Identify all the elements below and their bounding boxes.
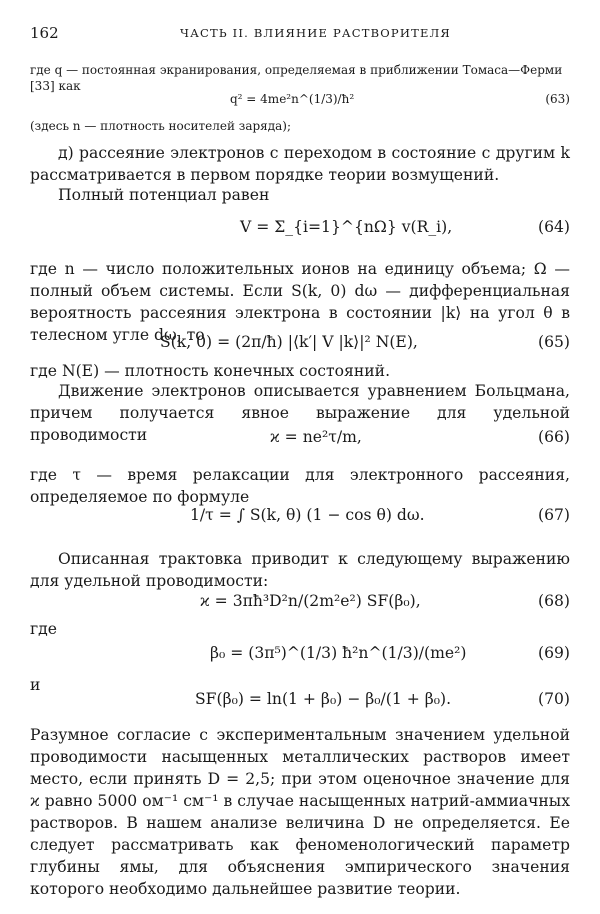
equation-69-formula: β₀ = (3π⁵)^(1/3) ħ²n^(1/3)/(me²) (210, 644, 467, 662)
equation-70 (30, 690, 570, 720)
equation-67-formula: 1/τ = ∫ S(k, θ) (1 − cos θ) dω. (190, 506, 425, 524)
equation-69 (30, 644, 570, 674)
equation-64-formula: V = Σ_{i=1}^{nΩ} v(R_i), (240, 218, 453, 236)
paragraph-scattering-assumption: д) рассеяние электронов с переходом в состояние с другим k рассматривается в первом порядке теории возмущений. (30, 144, 570, 184)
equation-69-number: (69) (537, 644, 570, 662)
equation-65-number: (65) (537, 333, 570, 351)
equation-66-formula: ϰ = ne²τ/m, (270, 428, 362, 446)
equation-64 (30, 206, 570, 250)
paragraph-relaxation-time: где τ — время релаксации для электронного рассеяния, определяемое по формуле (30, 466, 570, 506)
equation-67 (30, 506, 570, 536)
equation-65 (30, 333, 570, 363)
paragraph-scattering-probability: где n — число положительных ионов на единицу объема; Ω — полный объем системы. Если S(k, 0) dω — дифференциальная вероятность рассеяния электрона в состоянии |k⟩ на угол θ в телесном угле dω, то (30, 260, 570, 344)
running-title: ЧАСТЬ II. ВЛИЯНИЕ РАСТВОРИТЕЛЯ (180, 26, 451, 40)
equation-65-formula: S(k, 0) = (2π/ħ) |⟨k′| V |k⟩|² N(E), (160, 333, 418, 351)
paragraph-and: и (30, 676, 41, 694)
equation-66-number: (66) (537, 428, 570, 446)
page-number: 162 (30, 24, 59, 42)
equation-67-number: (67) (537, 506, 570, 524)
equation-68-number: (68) (537, 592, 570, 610)
paragraph-boltzmann: Движение электронов описывается уравнением Больцмана, причем получается явное выражение для удельной проводимости (30, 382, 570, 444)
paragraph-conclusion: Разумное согласие с экспериментальным значением удельной проводимости насыщенных металлических растворов имеет место, если принять D = 2,5; при этом оценочное значение для ϰ равно 5000 ом⁻¹ см⁻¹ в случае насыщенных натрий-аммиачных растворов. В нашем анализе величина D не определяется. Ее следует рассматривать как феноменологический параметр глубины ямы, для объяснения эмпирического значения которого необходимо дальнейшее развитие теории. (30, 726, 570, 898)
equation-68-formula: ϰ = 3πħ³D²n/(2m²e²) SF(β₀), (200, 592, 421, 610)
paragraph-density-of-states: где N(E) — плотность конечных состояний. (30, 362, 391, 380)
page-header (30, 24, 570, 44)
equation-64-number: (64) (537, 218, 570, 236)
paragraph-screening-constant: где q — постоянная экранирования, определяемая в приближении Томаса—Ферми [33] как (30, 63, 563, 93)
equation-66 (30, 428, 570, 458)
equation-70-formula: SF(β₀) = ln(1 + β₀) − β₀/(1 + β₀). (195, 690, 452, 708)
paragraph-carrier-density: (здесь n — плотность носителей заряда); (30, 119, 291, 133)
equation-70-number: (70) (537, 690, 570, 708)
equation-63-formula: q² = 4me²n^(1/3)/ħ² (230, 92, 355, 106)
paragraph-where: где (30, 620, 57, 638)
equation-63-number: (63) (545, 92, 570, 106)
paragraph-conductivity-expression: Описанная трактовка приводит к следующему выражению для удельной проводимости: (30, 550, 570, 590)
paragraph-total-potential: Полный потенциал равен (58, 186, 270, 204)
